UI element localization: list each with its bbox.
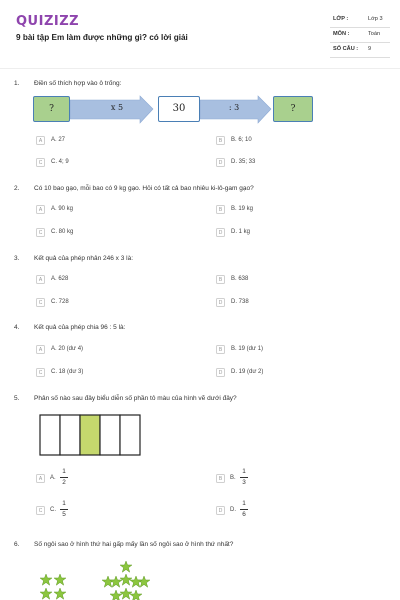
option-text: D. 35; 33 xyxy=(231,159,256,165)
fraction-figure xyxy=(39,414,141,456)
option-letter: C xyxy=(36,368,45,377)
question-text: Kết quả của phép nhân 246 x 3 là: xyxy=(34,255,134,262)
option-letter: D xyxy=(216,506,225,515)
star-icon xyxy=(54,574,66,585)
meta-label: SỐ CÂU : xyxy=(333,46,359,52)
option-text: B. 19 (dư 1) xyxy=(231,346,264,352)
question-number: 4. xyxy=(14,324,20,331)
meta-value: Toán xyxy=(368,31,381,37)
flow-operation: : 3 xyxy=(228,103,240,112)
question-text: Có 10 bao gạo, mỗi bao có 9 kg gạo. Hỏi có tất cả bao nhiêu ki-lô-gam gạo? xyxy=(34,185,254,192)
fraction-denominator: 6 xyxy=(242,511,246,518)
star-icon xyxy=(110,590,122,600)
question-number: 2. xyxy=(14,185,20,192)
star-icon xyxy=(120,588,132,599)
fraction-denominator: 5 xyxy=(62,511,66,518)
fraction-bar xyxy=(240,509,248,510)
option-text: A. 20 (dư 4) xyxy=(51,346,84,352)
meta-row-subject xyxy=(330,28,390,43)
option-prefix: D. xyxy=(230,507,236,513)
option-letter: A xyxy=(36,275,45,284)
option-text: C. 728 xyxy=(51,299,69,305)
meta-label: LỚP : xyxy=(333,16,349,22)
star-icon xyxy=(110,576,122,587)
question-number: 6. xyxy=(14,541,20,548)
option-text: A. 628 xyxy=(51,276,69,282)
option-text: D. 1 kg xyxy=(231,229,251,235)
flow-diagram xyxy=(0,95,400,127)
flow-input-box: ? xyxy=(33,96,70,122)
meta-table xyxy=(330,13,390,58)
figure-cell-shaded xyxy=(80,415,100,455)
option-letter: C xyxy=(36,228,45,237)
option-letter: A xyxy=(36,474,45,483)
fraction-numerator: 1 xyxy=(242,468,246,475)
option-text: B. 19 kg xyxy=(231,206,254,212)
star-figures xyxy=(0,558,400,600)
meta-label: MÔN : xyxy=(333,31,350,37)
fraction-bar xyxy=(60,509,68,510)
option-text: C. 18 (dư 3) xyxy=(51,369,84,375)
option-letter: C xyxy=(36,298,45,307)
option-text: C. 4; 9 xyxy=(51,159,69,165)
figure-cell xyxy=(100,415,120,455)
header-divider xyxy=(0,68,400,69)
flow-operation: x 5 xyxy=(110,103,124,112)
fraction-numerator: 1 xyxy=(242,500,246,507)
meta-value: 9 xyxy=(368,46,372,52)
option-letter: D xyxy=(216,158,225,167)
option-text: B. 6; 10 xyxy=(231,137,252,143)
option-letter: B xyxy=(216,136,225,145)
figure-cell xyxy=(60,415,80,455)
flow-output-box: ? xyxy=(273,96,313,122)
star-icon xyxy=(40,574,52,585)
star-icon xyxy=(130,590,142,600)
figure-cell xyxy=(40,415,60,455)
star-figure-1 xyxy=(40,574,66,599)
option-text: A. 27 xyxy=(51,137,66,143)
flow-middle-box: 30 xyxy=(158,96,200,122)
option-letter: A xyxy=(36,205,45,214)
option-text: B. 638 xyxy=(231,276,249,282)
fraction-bar xyxy=(240,477,248,478)
option-fraction xyxy=(59,500,69,519)
star-icon xyxy=(120,561,132,572)
option-fraction xyxy=(239,500,249,519)
star-figure-2 xyxy=(102,561,150,600)
meta-row-grade xyxy=(330,13,390,28)
option-prefix: A. xyxy=(50,475,56,481)
fraction-bar xyxy=(60,477,68,478)
fraction-denominator: 3 xyxy=(242,479,246,486)
option-text: C. 80 kg xyxy=(51,229,74,235)
option-letter: D xyxy=(216,228,225,237)
option-fraction xyxy=(59,468,69,487)
option-text: A. 90 kg xyxy=(51,206,74,212)
option-letter: D xyxy=(216,368,225,377)
question-text: Phân số nào sau đây biểu diễn số phần tô màu của hình vẽ dưới đây? xyxy=(34,395,237,402)
star-icon xyxy=(120,574,132,585)
fraction-denominator: 2 xyxy=(62,479,66,486)
worksheet-title: 9 bài tập Em làm được những gì? có lời giải xyxy=(16,33,188,42)
option-text: D. 738 xyxy=(231,299,249,305)
question-number: 3. xyxy=(14,255,20,262)
star-icon xyxy=(54,588,66,599)
option-letter: B xyxy=(216,275,225,284)
option-prefix: B. xyxy=(230,475,236,481)
option-letter: A xyxy=(36,136,45,145)
star-icon xyxy=(40,588,52,599)
fraction-numerator: 1 xyxy=(62,500,66,507)
option-letter: B xyxy=(216,205,225,214)
option-text: D. 19 (dư 2) xyxy=(231,369,264,375)
star-icon xyxy=(130,576,142,587)
question-text: Kết quả của phép chia 96 : 5 là: xyxy=(34,324,126,331)
option-letter: C xyxy=(36,158,45,167)
option-letter: B xyxy=(216,474,225,483)
option-prefix: C. xyxy=(50,507,56,513)
option-letter: B xyxy=(216,345,225,354)
option-letter: D xyxy=(216,298,225,307)
quizizz-logo: QUIZIZZ xyxy=(16,14,80,29)
question-number: 5. xyxy=(14,395,20,402)
question-text: Số ngôi sao ở hình thứ hai gấp mấy lần số ngôi sao ở hình thứ nhất? xyxy=(34,541,234,548)
option-letter: A xyxy=(36,345,45,354)
option-letter: C xyxy=(36,506,45,515)
question-text: Điền số thích hợp vào ô trống: xyxy=(34,80,122,87)
fraction-numerator: 1 xyxy=(62,468,66,475)
option-fraction xyxy=(239,468,249,487)
question-number: 1. xyxy=(14,80,20,87)
worksheet-header xyxy=(0,0,400,70)
meta-row-count xyxy=(330,43,390,58)
figure-cell xyxy=(120,415,140,455)
meta-value: Lớp 3 xyxy=(368,16,383,22)
